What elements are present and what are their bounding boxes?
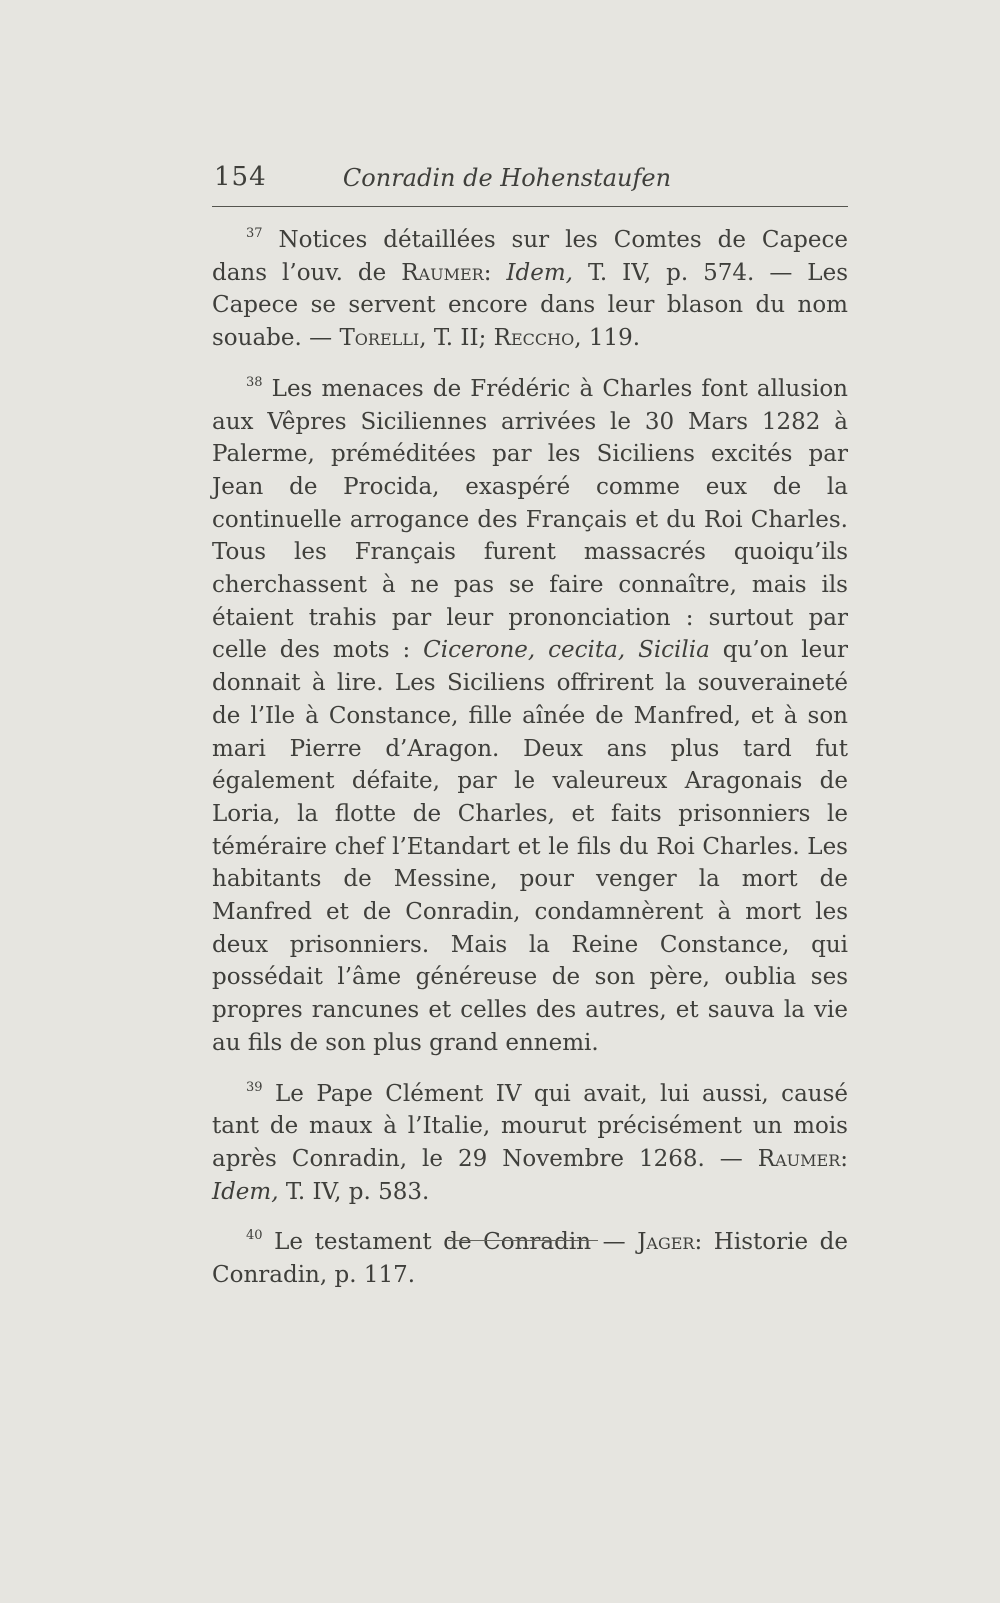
footnote-number: 40	[246, 1228, 263, 1244]
author-name: Raumer	[757, 1145, 841, 1172]
footnote-text-part: :	[840, 1145, 848, 1172]
footnote-text-part: T. IV, p. 574. — Les Capece se servent encore dans leur blason du nom souabe. —	[212, 259, 849, 352]
author-name: Torelli	[339, 325, 420, 352]
footnote-39	[212, 1078, 848, 1209]
author-name: Jager	[637, 1229, 695, 1256]
footnote-text-part: , 119.	[574, 325, 641, 352]
footnote-number: 38	[246, 374, 263, 390]
footnote-text-part: :	[483, 259, 507, 286]
footnote-text-part: : Historie de Conradin, p. 117.	[212, 1229, 848, 1289]
footnote-text-part: T. IV, p. 583.	[278, 1178, 430, 1205]
running-title: Conradin de Hohenstaufen	[342, 164, 672, 192]
italic-words: Cicerone, cecita, Sicilia	[423, 637, 710, 664]
footnote-number: 37	[246, 226, 263, 241]
footnote-text-part: Notices détaillées sur les Comtes de Capece dans l’ouv. de	[212, 227, 848, 286]
footnote-40	[212, 1226, 848, 1291]
footnote-text-part: , T. II;	[419, 325, 494, 352]
end-rule	[448, 1240, 598, 1241]
footnote-text-part: Le testament de Conradin —	[274, 1229, 638, 1256]
footnote-number: 39	[246, 1079, 263, 1095]
footnote-37	[212, 224, 848, 355]
header-rule	[212, 206, 848, 207]
author-name: Raumer	[401, 259, 484, 286]
footnote-38	[212, 373, 848, 1060]
author-name: Reccho	[493, 325, 575, 352]
footnote-text-part: Les menaces de Frédéric à Charles font allusion aux Vêpres Siciliennes arrivées le 30 Mars 1282 à Palerme, préméditées par les Siciliens excités par Jean de Procida, exaspéré comme eux de la continuelle arrogance des Français et du Roi Charles. Tous les Français furent massacrés quoiqu’ils cherchassent à ne pas se faire connaître, mais ils étaient trahis par leur prononciation : surtout par celle des mots :	[212, 375, 848, 664]
footnote-text-part: Le Pape Clément IV qui avait, lui aussi, causé tant de maux à l’Italie, mourut précisément un mois après Conradin, le 29 Novembre 1268. —	[212, 1080, 849, 1172]
footnotes-section	[212, 224, 848, 1292]
citation-italic: Idem,	[506, 259, 573, 286]
page-number: 154	[214, 162, 267, 192]
citation-italic: Idem,	[212, 1178, 279, 1205]
footnote-text-part: qu’on leur donnait à lire. Les Siciliens offrirent la souveraineté de l’Ile à Constance, fille aînée de Manfred, et à son mari Pierre d’Aragon. Deux ans plus tard fut également défaite, par le valeureux Aragonais de Loria, la flotte de Charles, et faits prisonniers le téméraire chef l’Etandart et le fils du Roi Charles. Les habitants de Messine, pour venger la mort de Manfred et de Conradin, condamnèrent à mort les deux prisonniers. Mais la Reine Constance, qui possédait l’âme généreuse de son père, oublia ses propres rancunes et celles des autres, et sauva la vie au fils de son plus grand ennemi.	[212, 637, 849, 1056]
